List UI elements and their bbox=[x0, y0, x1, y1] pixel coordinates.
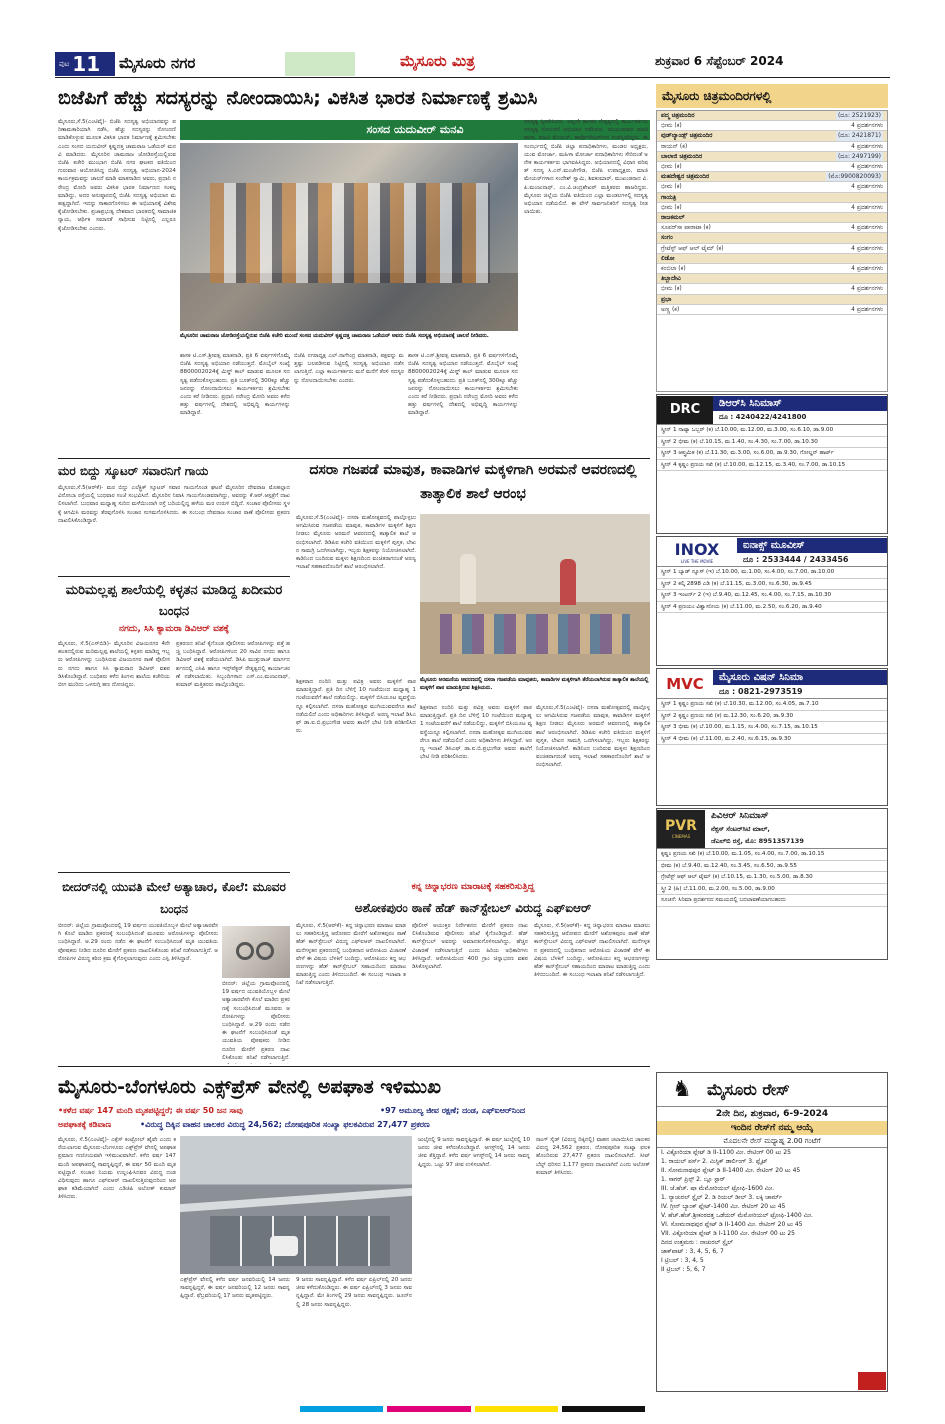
expressway-bullet-2: •97 ಅಮೂಲ್ಯ ಜೀವ ರಕ್ಷಣೆ; ದಂಡ, ಎಫ್‌ಐಆರ್‌ನಿಂದ bbox=[380, 1106, 525, 1115]
inox-logo: INOX bbox=[674, 539, 720, 559]
lead-caption: ಮೈಸೂರಿನ ಚಾಮರಾಜ ಜೋಡಿರಸ್ತೆಯಲ್ಲಿರುವ ಬಿಜೆಪಿ ಕಚೇರಿ ಮುಂದೆ ಸಂಸದ ಯದುವೀರ್ ಕೃಷ್ಣದತ್ತ ಚಾಮರಾಜ ಒಡೆಯರ್ ಅವರು ಬಿಜೆಪಿ ಸದಸ್ಯತ್ವ ಅಭಿಯಾನಕ್ಕೆ ಚಾಲನೆ ನೀಡಿದರು. bbox=[180, 333, 489, 339]
expressway-text: ಮೈಸೂರು, ಸೆ.5(ಎಂಟಿವೈ)- ಎಕ್ಸೆಸ್ ಕಂಟ್ರೋಲ್ ಹೈವೇ ಎಂದು ಕರೆಯಲಾಗುವ ಮೈಸೂರು-ಬೆಂಗಳೂರು ಎಕ್ಸ್‌ಪ್ರೆಸ್ ವೇನಲ್ಲಿ ಅಪಘಾತ ಪ್ರಮಾಣ ಗಣನೀಯವಾಗಿ ಇಳಿಮುಖವಾಗಿದೆ. ಕಳೆದ ವರ್ಷ 147 ಮಂದಿ ಅಪಘಾತದಲ್ಲಿ ಸಾವನ್ನಪ್ಪಿದ್ದರೆ, ಈ ವರ್ಷ 50 ಮಂದಿ ಮೃತಪಟ್ಟಿದ್ದಾರೆ. ಸಂಚಾರ ನಿಯಮ ಉಲ್ಲಂಘಿಸಿದವರ ವಿರುದ್ಧ ದಂಡ ವಿಧಿಸುವುದು ಹಾಗೂ ಎಫ್‌ಐಆರ್ ದಾಖಲಿಸುತ್ತಿರುವುದರಿಂದ ಅಪಘಾತ ಕಡಿಮೆಯಾಗಿದೆ ಎಂದು ಎಡಿಜಿಪಿ ಅಲೋಕ್ ಕುಮಾರ್ ತಿಳಿಸಿದರು. bbox=[58, 1137, 176, 1201]
registration-bar bbox=[300, 1406, 645, 1412]
school-text-3: ಶಿಕ್ಷಕರಾದ ನಂದಿನಿ ಮತ್ತು ಪವಿತ್ರ ಅವರು ಮಕ್ಕಳಿಗೆ ಪಾಠ ಮಾಡುತ್ತಿದ್ದಾರೆ. ಪ್ರತಿ ದಿನ ಬೆಳಿಗ್ಗೆ 10 ಗಂಟೆಯಿಂದ ಮಧ್ಯಾಹ್ನ 1 ಗಂಟೆಯವರೆಗೆ ಶಾಲೆ ನಡೆಯಲಿದ್ದು, ಮಕ್ಕಳಿಗೆ ಬಿಸಿಯೂಟ ವ್ಯವಸ್ಥೆಯನ್ನೂ ಕಲ್ಪಿಸಲಾಗಿದೆ. ದಸರಾ ಮಹೋತ್ಸವ ಮುಗಿಯುವವರೆಗೂ ಶಾಲೆ ನಡೆಯಲಿದೆ ಎಂದು ಅಧಿಕಾರಿಗಳು ತಿಳಿಸಿದ್ದಾರೆ. ಅರಣ್ಯ ಇಲಾಖೆ ಡಿಸಿಎಫ್ ಡಾ.ಐ.ಬಿ.ಪ್ರಭುಗೌಡ ಅವರು ಶಾಲೆಗೆ ಭೇಟಿ ನೀಡಿ ಪರಿಶೀಲಿಸಿದರು. bbox=[420, 705, 532, 761]
school-text-2: ಶಿಕ್ಷಕರಾದ ನಂದಿನಿ ಮತ್ತು ಪವಿತ್ರ ಅವರು ಮಕ್ಕಳಿಗೆ ಪಾಠ ಮಾಡುತ್ತಿದ್ದಾರೆ. ಪ್ರತಿ ದಿನ ಬೆಳಿಗ್ಗೆ 10 ಗಂಟೆಯಿಂದ ಮಧ್ಯಾಹ್ನ 1 ಗಂಟೆಯವರೆಗೆ ಶಾಲೆ ನಡೆಯಲಿದ್ದು, ಮಕ್ಕಳಿಗೆ ಬಿಸಿಯೂಟ ವ್ಯವಸ್ಥೆಯನ್ನೂ ಕಲ್ಪಿಸಲಾಗಿದೆ. ದಸರಾ ಮಹೋತ್ಸವ ಮುಗಿಯುವವರೆಗೂ ಶಾಲೆ ನಡೆಯಲಿದೆ ಎಂದು ಅಧಿಕಾರಿಗಳು ತಿಳಿಸಿದ್ದಾರೆ. ಅರಣ್ಯ ಇಲಾಖೆ ಡಿಸಿಎಫ್ ಡಾ.ಐ.ಬಿ.ಪ್ರಭುಗೌಡ ಅವರು ಶಾಲೆಗೆ ಭೇಟಿ ನೀಡಿ ಪರಿಶೀಲಿಸಿದರು. bbox=[296, 679, 416, 735]
expressway-text-5: ರಾಂಗ್ ಸೈಡ್ (ವಿರುದ್ಧ ದಿಕ್ಕಿನಲ್ಲಿ) ವಾಹನ ಚಲಾಯಿಸಿದ ಚಾಲಕರ ವಿರುದ್ಧ 24,562 ಪ್ರಕರಣ, ದೋಷಪೂರಿತ ಸಂಖ್ಯಾ ಫಲಕ ಹೊಂದಿರುವ 27,477 ಪ್ರಕರಣ ದಾಖಲಿಸಲಾಗಿದೆ. ಸೀಟ್ ಬೆಲ್ಟ್ ಧರಿಸದ 1,177 ಪ್ರಕರಣ ದಾಖಲಾಗಿದೆ ಎಂದು ಅಲೋಕ್ ಕುಮಾರ್ ತಿಳಿಸಿದರು. bbox=[536, 1137, 650, 1176]
mvc-screen-row: ಸ್ಕ್ರೀನ್ 4 ಭೀಮ (ಕ) ಬೆ.11.00, ಮ.2.40, ಸಂ.6.15, ಡಾ.9.30 bbox=[657, 734, 887, 746]
horse-icon: ♞ bbox=[672, 1077, 692, 1102]
mvc-screen-row: ಸ್ಕ್ರೀನ್ 3 ಭೀಮ (ಕ) ಬೆ.10.00, ಮ.1.15, ಸಂ.4.00, ಸಂ.7.15, ಡಾ.10.15 bbox=[657, 722, 887, 734]
cinema-show bbox=[657, 203, 887, 213]
masthead-rule bbox=[55, 77, 890, 78]
cinema-show-count: 4 ಪ್ರದರ್ಶನಗಳು bbox=[851, 183, 883, 191]
pvr-box bbox=[656, 808, 888, 960]
inox-phone: ದೂ : 2533444 / 2433456 bbox=[743, 554, 849, 564]
cinema-hall-name: ರಾಜಕಮಲ್ bbox=[661, 214, 685, 222]
race-entry: II. ಸೋಮನಾಥಪುರ ಪ್ಲೇಟ್ ಡಿ II-1400 ಮೀ. ರೇಟಿಂಗ್ 20 ಟು 45 bbox=[661, 1167, 801, 1174]
cinema-list bbox=[656, 110, 888, 392]
cinema-movie: ಭೀಮ (ಕ) bbox=[661, 285, 682, 293]
lead-mid-column-1: ಶಾಸಕ ಟಿ.ಎಸ್.ಶ್ರೀವತ್ಸ ಮಾತನಾಡಿ, ಪ್ರತಿ 6 ವರ್ಷಗಳಿಗೊಮ್ಮೆ ಬಿಜೆಪಿ ಸದಸ್ಯತ್ವ ಅಭಿಯಾನ ನಡೆಯುತ್ತದೆ. ಮೊಬೈಲ್ ಸಂಖ್ಯೆ 8800002024ಕ್ಕೆ ಮಿಸ್ಡ್ ಕಾಲ್ ಮಾಡುವ ಮೂಲಕ ಸದಸ್ಯತ್ವ ಪಡೆದುಕೊಳ್ಳಬಹುದು. ಪ್ರತಿ ಬೂತ್‌ನಲ್ಲಿ 300ಕ್ಕೂ ಹೆಚ್ಚು ಜನರನ್ನು ನೋಂದಾಯಿಸಲು ಕಾರ್ಯಕರ್ತರು ಶ್ರಮಿಸಬೇಕು ಎಂದು ಕರೆ ನೀಡಿದರು. ಪ್ರಧಾನಿ ನರೇಂದ್ರ ಮೋದಿ ಅವರು ಕಳೆದ ಹತ್ತು ವರ್ಷಗಳಲ್ಲಿ ದೇಶದಲ್ಲಿ ಅಭಿವೃದ್ಧಿ ಕಾರ್ಯಗಳನ್ನು ಮಾಡಿದ್ದಾರೆ. bbox=[180, 353, 290, 417]
cinema-hall bbox=[657, 193, 887, 203]
school-text-4: ಮೈಸೂರು,ಸೆ.5(ಎಂಟಿವೈ)- ದಸರಾ ಮಹೋತ್ಸವದಲ್ಲಿ ಪಾಲ್ಗೊಳ್ಳಲು ಆಗಮಿಸಿರುವ ಗಜಪಡೆಯ ಮಾವುತ, ಕಾವಾಡಿಗಳ ಮಕ್ಕಳಿಗೆ ಶಿಕ್ಷಣ ನೀಡಲು ಮೈಸೂರು ಅರಮನೆ ಆವರಣದಲ್ಲಿ ತಾತ್ಕಾಲಿಕ ಶಾಲೆ ಆರಂಭಿಸಲಾಗಿದೆ. ಡಿಡಿಪಿಐ ಕಚೇರಿ ವತಿಯಿಂದ ಮಕ್ಕಳಿಗೆ ಪುಸ್ತಕ, ಲೇಖನ ಸಾಮಗ್ರಿ ಒದಗಿಸಲಾಗಿದ್ದು, ಇಬ್ಬರು ಶಿಕ್ಷಕರನ್ನು ನಿಯೋಜಿಸಲಾಗಿದೆ. ಕಾಡಿನಿಂದ ಬಂದಿರುವ ಮಕ್ಕಳು ಶಿಕ್ಷಣದಿಂದ ವಂಚಿತರಾಗದಂತೆ ಅರಣ್ಯ ಇಲಾಖೆ ಸಹಕಾರದೊಂದಿಗೆ ಶಾಲೆ ಆರಂಭಿಸಲಾಗಿದೆ. bbox=[536, 705, 650, 769]
cinema-movie: ಕಂಬಿಲಾ (ಕ) bbox=[661, 265, 686, 273]
bidar-text-2: ಬೀದರ್: ಜಿಲ್ಲೆಯ ಗ್ರಾಮವೊಂದರಲ್ಲಿ 19 ವರ್ಷದ ಯುವತಿಯೊಬ್ಬಳ ಮೇಲೆ ಅತ್ಯಾಚಾರವೆಸಗಿ ಕೊಲೆ ಮಾಡಿದ ಪ್ರಕರಣಕ್ಕೆ ಸಂಬಂಧಿಸಿದಂತೆ ಮೂವರು ಆರೋಪಿಗಳನ್ನು ಪೊಲೀಸರು ಬಂಧಿಸಿದ್ದಾರೆ. ಆ.29 ರಂದು ನಡೆದ ಈ ಘಟನೆಗೆ ಸಂಬಂಧಿಸಿದಂತೆ ಮೃತ ಯುವತಿಯ ಪೋಷಕರು ನೀಡಿದ ದೂರಿನ ಮೇರೆಗೆ ಪ್ರಕರಣ ದಾಖಲಿಸಿಕೊಂಡು ತನಿಖೆ ನಡೆಸಲಾಗುತ್ತಿದೆ. bbox=[222, 981, 290, 1061]
section-band bbox=[285, 52, 355, 76]
cinema-hall-phone: (ಮೊ:9900820093) bbox=[828, 173, 881, 181]
pvr-phone: ಜೆಎಲ್‌ಬಿ ರಸ್ತೆ, ಮೊ: 8951357139 bbox=[711, 837, 804, 845]
race-header bbox=[657, 1073, 887, 1107]
cinema-show bbox=[657, 142, 887, 152]
lead-right-column: ಸದಸ್ಯತ್ವ ಸ್ವೀಕರಿಸಿದರು. ಅಲ್ಲದೇ ಶಾಸಕರ ನೇತೃತ್ವದಲ್ಲಿ ಕಾರ್ಯಕರ್ತರು ಸದಸ್ಯತ್ವ ನೋಂದಣಿ ಅಭಿಯಾನ ನಡೆಸಿದರು. ಮುಖಂಡರಾದ ಮಾಜಿ ಶಾಸಕ, ಮಾಜಿ ಮೇಯರ್, ಕಾರ್ಪೊರೇಟರ್‌ಗಳು ಉಪಸ್ಥಿತರಿದ್ದರು. ಈ ಸಂದರ್ಭದಲ್ಲಿ ಬಿಜೆಪಿ ಜಿಲ್ಲಾ ಪದಾಧಿಕಾರಿಗಳು, ಮಂಡಲ ಅಧ್ಯಕ್ಷರು, ಯುವ ಮೋರ್ಚಾ, ಮಹಿಳಾ ಮೋರ್ಚಾ ಪದಾಧಿಕಾರಿಗಳು ಸೇರಿದಂತೆ ಅನೇಕ ಕಾರ್ಯಕರ್ತರು ಭಾಗವಹಿಸಿದ್ದರು. ಅಭಿಯಾನದಲ್ಲಿ ವಿಧಾನ ಪರಿಷತ್ ಸದಸ್ಯ ಸಿ.ಎನ್.ಮಂಜೇಗೌಡ, ಬಿಜೆಪಿ ಉಪಾಧ್ಯಕ್ಷರು, ಮಾಜಿ ಮೇಯರ್‌ಗಳಾದ ಸಂದೇಶ್ ಸ್ವಾಮಿ, ಶಿವಕುಮಾರ್, ಮುಖಂಡರಾದ ವಿ.ಪಿ.ಮಂಜುನಾಥ್, ಎಂ.ವಿ.ಚಂದ್ರಶೇಖರ್ ಮತ್ತಿತರರು ಹಾಜರಿದ್ದರು. ಮೈಸೂರು ಜಿಲ್ಲೆಯ ಬಿಜೆಪಿ ವತಿಯಿಂದ ಎಲ್ಲಾ ಮಂಡಲಗಳಲ್ಲಿ ಸದಸ್ಯತ್ವ ಅಭಿಯಾನ ನಡೆಯಲಿದೆ. ಈ ವೇಳೆ ಸಾರ್ವಜನಿಕರಿಗೆ ಸದಸ್ಯತ್ವ ನೀಡಲಾಯಿತು. bbox=[524, 119, 648, 216]
race-box bbox=[656, 1072, 888, 1392]
mvc-name: ಮೈಸೂರು ವಿಷನ್ ಸಿನಿಮಾ bbox=[713, 670, 887, 685]
expressway-bullet-1: •ಕಳೆದ ವರ್ಷ 147 ಮಂದಿ ಮೃತಪಟ್ಟಿದ್ದರೆ; ಈ ವರ್ಷ 50 ಜನ ಸಾವು bbox=[58, 1106, 243, 1115]
mvc-phone: ದೂ : 0821-2973519 bbox=[719, 686, 803, 696]
pvr-name: ಪಿವಿಆರ್ ಸಿನಿಮಾಸ್ bbox=[711, 811, 769, 821]
pvr-logo: PVR bbox=[665, 818, 697, 834]
race-entry: VII. ವಿಕ್ಟೋರಿಯಾ ಪ್ಲೇಟ್ ಡಿ I-1100 ಮೀ. ರೇಟಿಂಗ್ 00 ಟು 25 bbox=[661, 1230, 795, 1237]
cinema-hall-name: ತಿಬ್ಬಾದೇವಿ bbox=[661, 275, 681, 283]
cinema-show-count: 4 ಪ್ರದರ್ಶನಗಳು bbox=[851, 224, 883, 232]
pvr-screen-row: ಸ್ತ್ರೀ 2 (ಹಿ) ಬೆ.11.00, ಮ.2.00, ಸಂ.5.00, ಡಾ.9.00 bbox=[657, 884, 887, 896]
cinema-show-count: 4 ಪ್ರದರ್ಶನಗಳು bbox=[851, 305, 883, 313]
fir-text-2: ಪೊಲೀಸ್ ಆಯುಕ್ತರ ನಿರ್ದೇಶನದ ಮೇರೆಗೆ ಪ್ರಕರಣ ದಾಖಲಿಸಿಕೊಂಡಿರುವ ಪೊಲೀಸರು ತನಿಖೆ ಕೈಗೊಂಡಿದ್ದಾರೆ. ಹೆಡ್ ಕಾನ್‌ಸ್ಟೇಬಲ್ ಅವರನ್ನು ಅಮಾನತುಗೊಳಿಸಲಾಗಿದ್ದು, ಹೆಚ್ಚಿನ ವಿಚಾರಣೆ ನಡೆಸಲಾಗುತ್ತಿದೆ ಎಂದು ಹಿರಿಯ ಅಧಿಕಾರಿಗಳು ತಿಳಿಸಿದ್ದಾರೆ. ಆರೋಪಿಯಿಂದ 400 ಗ್ರಾಂ ಚಿನ್ನಾಭರಣ ವಶಪಡಿಸಿಕೊಳ್ಳಲಾಗಿದೆ. bbox=[412, 923, 528, 971]
race-entry: ದಿನದ ಉತ್ತಮರು : ನಾಚುರಲ್ ಸ್ಟೈಲ್ bbox=[661, 1239, 733, 1246]
drc-logo: DRC bbox=[657, 396, 713, 424]
lead-photo bbox=[180, 143, 518, 331]
fir-text: ಮೈಸೂರು, ಸೆ.5(ಆರ್‌ಕೆ)- ಕದ್ದ ಚಿನ್ನಾಭರಣ ಮಾರಾಟ ಮಾಡಲು ಸಹಕರಿಸುತ್ತಿದ್ದ ಆರೋಪದ ಮೇರೆಗೆ ಅಶೋಕಪುರಂ ಠಾಣೆ ಹೆಡ್ ಕಾನ್‌ಸ್ಟೇಬಲ್ ವಿರುದ್ಧ ಎಫ್‌ಐಆರ್ ದಾಖಲಿಸಲಾಗಿದೆ. ಮನೆಗಳ್ಳತನ ಪ್ರಕರಣದಲ್ಲಿ ಬಂಧಿತನಾದ ಆರೋಪಿಯ ವಿಚಾರಣೆ ವೇಳೆ ಈ ವಿಷಯ ಬೆಳಕಿಗೆ ಬಂದಿದ್ದು, ಆರೋಪಿಯು ಕದ್ದ ಆಭರಣಗಳನ್ನು ಹೆಡ್ ಕಾನ್‌ಸ್ಟೇಬಲ್ ಸಹಾಯದಿಂದ ಮಾರಾಟ ಮಾಡುತ್ತಿದ್ದ ಎಂದು ತಿಳಿದುಬಂದಿದೆ. ಈ ಸಂಬಂಧ ಇಲಾಖಾ ತನಿಖೆ ನಡೆಸಲಾಗುತ್ತಿದೆ. bbox=[296, 923, 406, 987]
scooter-headline: ಮರ ಬಿದ್ದು ಸ್ಕೂಟರ್ ಸವಾರನಿಗೆ ಗಾಯ bbox=[58, 464, 209, 478]
pvr-screen-row: ಭೀಮ (ಕ) ಬೆ.9.40, ಮ.12.40, ಸಂ.3.45, ಸಂ.6.50, ಡಾ.9.55 bbox=[657, 861, 887, 873]
race-entry: 1. ಸಾಗರ್ ಪ್ರಿನ್ಸ್ 2. ಬ್ಲೂ ಸ್ಟಾರ್ bbox=[661, 1176, 726, 1183]
cinema-hall-name: ಪದ್ಮ ಚಿತ್ರಮಂದಿರ bbox=[661, 112, 695, 119]
cinema-show bbox=[657, 264, 887, 274]
race-entry: 1. ರಾಯಲ್ ಪರ್ಸ್ 2. ಮಿಸ್ಟಿಕ್ ಡಾರ್ಲಿಂಗ್ 3. ಫ್ಲೈಟ್ bbox=[661, 1158, 768, 1165]
race-entry: II ಟ್ರಿಬಲ್ : 5, 6, 7 bbox=[661, 1266, 706, 1273]
race-first: ಮೊದಲನೇ ರೇಸ್ ಮಧ್ಯಾಹ್ನ 2.00 ಗಂಟೆಗೆ bbox=[657, 1135, 887, 1148]
masthead-date: ಶುಕ್ರವಾರ 6 ಸೆಪ್ಟೆಂಬರ್ 2024 bbox=[655, 54, 784, 68]
drc-screen-row: ಸ್ಕ್ರೀನ್ 4 ಕೃಷ್ಣಂ ಪ್ರಣಯ ಸಖಿ (ಕ) ಬೆ.10.00, ಮ.12.15, ಮ.3.40, ಸಂ.7.00, ಡಾ.10.15 bbox=[657, 460, 887, 472]
drc-name: ಡಿಆರ್‌ಸಿ ಸಿನಿಮಾಸ್ bbox=[713, 396, 887, 411]
expressway-text-4: ಜುಲೈನಲ್ಲಿ 9 ಜನರು ಸಾವನ್ನಪ್ಪಿದ್ದಾರೆ. ಈ ವರ್ಷ ಜುಲೈನಲ್ಲಿ 10 ಜನರು ಜೀವ ಕಳೆದುಕೊಂಡಿದ್ದಾರೆ. ಆಗಸ್ಟ್‌ನಲ್ಲಿ 14 ಜನರು ಜೀವ ತೆತ್ತಿದ್ದಾರೆ. ಕಳೆದ ವರ್ಷ ಆಗಸ್ಟ್‌ನಲ್ಲಿ 14 ಜನರು ಸಾವನ್ನಪ್ಪಿದ್ದರು. ಒಟ್ಟು 97 ಜೀವ ಉಳಿಸಲಾಗಿದೆ. bbox=[418, 1137, 530, 1168]
lead-mid-column-3: ಶಾಸಕ ಟಿ.ಎಸ್.ಶ್ರೀವತ್ಸ ಮಾತನಾಡಿ, ಪ್ರತಿ 6 ವರ್ಷಗಳಿಗೊಮ್ಮೆ ಬಿಜೆಪಿ ಸದಸ್ಯತ್ವ ಅಭಿಯಾನ ನಡೆಯುತ್ತದೆ. ಮೊಬೈಲ್ ಸಂಖ್ಯೆ 8800002024ಕ್ಕೆ ಮಿಸ್ಡ್ ಕಾಲ್ ಮಾಡುವ ಮೂಲಕ ಸದಸ್ಯತ್ವ ಪಡೆದುಕೊಳ್ಳಬಹುದು. ಪ್ರತಿ ಬೂತ್‌ನಲ್ಲಿ 300ಕ್ಕೂ ಹೆಚ್ಚು ಜನರನ್ನು ನೋಂದಾಯಿಸಲು ಕಾರ್ಯಕರ್ತರು ಶ್ರಮಿಸಬೇಕು ಎಂದು ಕರೆ ನೀಡಿದರು. ಪ್ರಧಾನಿ ನರೇಂದ್ರ ಮೋದಿ ಅವರು ಕಳೆದ ಹತ್ತು ವರ್ಷಗಳಲ್ಲಿ ದೇಶದಲ್ಲಿ ಅಭಿವೃದ್ಧಿ ಕಾರ್ಯಗಳನ್ನು ಮಾಡಿದ್ದಾರೆ. bbox=[408, 353, 518, 417]
pvr-screen-row: ಕೃಷ್ಣಂ ಪ್ರಣಯ ಸಖಿ (ಕ) ಬೆ.10.00, ಮ.1.05, ಸಂ.4.00, ಸಂ.7.00, ಡಾ.10.15 bbox=[657, 849, 887, 861]
cinema-movie: ಭೀಮ (ಕ) bbox=[661, 163, 682, 171]
drc-screen-row: ಸ್ಕ್ರೀನ್ 1 ನಾಟ್ಯಾ ಒಬ್ಬರ್ (ಕ) ಬೆ.10.00, ಮ.12.00, ಮ.3.00, ಸಂ.6.10, ಡಾ.9.00 bbox=[657, 425, 887, 437]
cinema-hall-name: ವುಡ್‌ಲ್ಯಾಂಡ್ಸ್ ಚಿತ್ರಮಂದಿರ bbox=[661, 132, 713, 140]
cinema-hall-name: ಪ್ರಭಾ bbox=[661, 295, 672, 303]
cinema-show-count: 4 ಪ್ರದರ್ಶನಗಳು bbox=[851, 163, 883, 171]
cinema-show-count: 4 ಪ್ರದರ್ಶನಗಳು bbox=[851, 203, 883, 211]
theft-rule bbox=[58, 872, 290, 873]
cinema-show bbox=[657, 244, 887, 254]
cinema-hall-phone: (ದೂ: 2497199) bbox=[837, 152, 881, 160]
pvr-logo-block bbox=[657, 810, 705, 848]
drc-screen-row: ಸ್ಕ್ರೀನ್ 3 ಆಪ್ತ್ರಮಿತ (ಕ) ಬೆ.11.30, ಮ.3.00, ಸಂ.6.00, ಡಾ.9.30, ಗೋಲ್ಡನ್ ಹಾರ್ಟ್ bbox=[657, 448, 887, 460]
inox-screen-row: ಸ್ಕ್ರೀನ್ 1 ಬ್ಯಾಡ್ ನ್ಯೂಸ್ (ಇ) ಬೆ.10.00, ಮ.1.00, ಸಂ.4.00, ಸಂ.7.00, ಡಾ.10.00 bbox=[657, 567, 887, 579]
drc-screen-row: ಸ್ಕ್ರೀನ್ 2 ಭೀಮ (ಕ) ಬೆ.10.15, ಮ.1.40, ಸಂ.4.30, ಸಂ.7.00, ಡಾ.10.30 bbox=[657, 437, 887, 449]
pvr-screen-row: ಗ್ರೇಟೆಸ್ಟ್ ಆಫ್ ಆಲ್ ಟೈಮ್ (ಕ) ಬೆ.10.15, ಮ.1.30, ಸಂ.5.00, ಡಾ.8.30 bbox=[657, 872, 887, 884]
inox-tag: LIVE THE MOVIE bbox=[680, 558, 714, 564]
mvc-screen-row: ಸ್ಕ್ರೀನ್ 1 ಕೃಷ್ಣಂ ಪ್ರಣಯ ಸಖಿ (ಕ) ಬೆ.10.30, ಮ.12.00, ಸಂ.4.05, ಡಾ.7.10 bbox=[657, 699, 887, 711]
cinema-movie: ಗ್ರೇಟೆಸ್ಟ್ ಆಫ್ ಆಲ್ ಟೈಮ್ (ಕ) bbox=[661, 244, 724, 252]
inox-name: ಐನಾಕ್ಸ್ ಮೂವೀಸ್ bbox=[737, 538, 887, 553]
expressway-text-3: 9 ಜನರು ಸಾವನ್ನಪ್ಪಿದ್ದಾರೆ. ಕಳೆದ ವರ್ಷ ಏಪ್ರಿಲ್‌ನಲ್ಲಿ 20 ಜನರು ಜೀವ ಕಳೆದುಕೊಂಡಿದ್ದರು. ಈ ವರ್ಷ ಏಪ್ರಿಲ್‌ನಲ್ಲಿ 3 ಜನರು ಸಾವನ್ನಪ್ಪಿದ್ದಾರೆ. ಮೇ ತಿಂಗಳಲ್ಲಿ 29 ಜನರು ಸಾವನ್ನಪ್ಪಿದ್ದರು. ಜೂನ್‌ನಲ್ಲಿ 28 ಜನರು ಸಾವನ್ನಪ್ಪಿದ್ದರು. bbox=[296, 1277, 412, 1308]
cinema-show bbox=[657, 284, 887, 294]
race-day: 2ನೇ ದಿನ, ಶುಕ್ರವಾರ, 6-9-2024 bbox=[715, 1109, 829, 1119]
paper-name: ಮೈಸೂರು ಮಿತ್ರ bbox=[400, 52, 475, 70]
theft-headline: ಮರಿಮಲ್ಲಪ್ಪ ಶಾಲೆಯಲ್ಲಿ ಕಳ್ಳತನ ಮಾಡಿದ್ದ ಖದೀಮರ ಬಂಧನ bbox=[65, 583, 283, 619]
expressway-bullet-3: ಅಪಘಾತಕ್ಕೆ ಕಡಿವಾಣ bbox=[58, 1120, 112, 1129]
cinema-title-band bbox=[656, 84, 888, 108]
race-entry: I. ವಿಕ್ಟೋರಿಯಾ ಪ್ಲೇಟ್ ಡಿ II-1100 ಮೀ. ರೇಟಿಂಗ್ 00 ಟು 25 bbox=[661, 1149, 791, 1156]
cinema-hall-phone: (ದೂ: 2421871) bbox=[837, 132, 881, 140]
bidar-headline: ಬೀದರ್‌ನಲ್ಲಿ ಯುವತಿ ಮೇಲೆ ಅತ್ಯಾಚಾರ, ಕೊಲೆ: ಮೂವರ ಬಂಧನ bbox=[62, 880, 286, 916]
lead-kicker: ಸಂಸದ ಯದುವೀರ್ ಮನವಿ bbox=[366, 123, 464, 136]
school-headline: ದಸರಾ ಗಜಪಡೆ ಮಾವುತ, ಕಾವಾಡಿಗಳ ಮಕ್ಕಳಿಗಾಗಿ ಅರಮನೆ ಆವರಣದಲ್ಲಿ ತಾತ್ಕಾಲಿಕ ಶಾಲೆ ಆರಂಭ bbox=[309, 462, 637, 502]
bidar-text: ಬೀದರ್: ಜಿಲ್ಲೆಯ ಗ್ರಾಮವೊಂದರಲ್ಲಿ 19 ವರ್ಷದ ಯುವತಿಯೊಬ್ಬಳ ಮೇಲೆ ಅತ್ಯಾಚಾರವೆಸಗಿ ಕೊಲೆ ಮಾಡಿದ ಪ್ರಕರಣಕ್ಕೆ ಸಂಬಂಧಿಸಿದಂತೆ ಮೂವರು ಆರೋಪಿಗಳನ್ನು ಪೊಲೀಸರು ಬಂಧಿಸಿದ್ದಾರೆ. ಆ.29 ರಂದು ನಡೆದ ಈ ಘಟನೆಗೆ ಸಂಬಂಧಿಸಿದಂತೆ ಮೃತ ಯುವತಿಯ ಪೋಷಕರು ನೀಡಿದ ದೂರಿನ ಮೇರೆಗೆ ಪ್ರಕರಣ ದಾಖಲಿಸಿಕೊಂಡು ತನಿಖೆ ನಡೆಸಲಾಗುತ್ತಿದೆ. ಆರೋಪಿಗಳ ವಿರುದ್ಧ ಕಠಿಣ ಕ್ರಮ ಕೈಗೊಳ್ಳಲಾಗುವುದು ಎಂದು ಎಸ್ಪಿ ತಿಳಿಸಿದ್ದಾರೆ. bbox=[58, 923, 218, 962]
lead-mid-column-2: ಬಿಜೆಪಿ ನಗರಾಧ್ಯಕ್ಷ ಎಲ್.ನಾಗೇಂದ್ರ ಮಾತನಾಡಿ, ಪಕ್ಷವನ್ನು ಮತ್ತಷ್ಟು ಬಲಪಡಿಸುವ ನಿಟ್ಟಿನಲ್ಲಿ ಸದಸ್ಯತ್ವ ಅಭಿಯಾನ ನಡೆಸಲಾಗುತ್ತಿದೆ. ಎಲ್ಲಾ ಕಾರ್ಯಕರ್ತರು ಮನೆ ಮನೆಗೆ ತೆರಳಿ ಸದಸ್ಯರನ್ನು ನೋಂದಾಯಿಸಬೇಕು ಎಂದರು. bbox=[294, 353, 404, 384]
cinema-hall bbox=[657, 254, 887, 264]
race-pick: ಇಂದಿನ ರೇಸ್‌ಗೆ ನಮ್ಮ ಆಯ್ಕೆ bbox=[657, 1121, 887, 1135]
inox-logo-block bbox=[657, 538, 737, 566]
fir-kicker: ಕನ್ನ ಚಿನ್ನಾಭರಣ ಮಾರಾಟಕ್ಕೆ ಸಹಕರಿಸುತ್ತಿದ್ದ bbox=[411, 882, 535, 892]
inox-screen-row: ಸ್ಕ್ರೀನ್ 4 ಪ್ರಣಯಂ ವಿಶ್ವಾಸನೀಯ (ಕ) ಬೆ.11.00, ಮ.2.50, ಸಂ.6.20, ಡಾ.9.40 bbox=[657, 602, 887, 614]
page-word: ಪುಟ bbox=[59, 59, 70, 68]
theft-text: ಮೈಸೂರು, ಸೆ.5(ಎಸ್‌ಬಿಡಿ)- ಮೈಸೂರಿನ ವಿಜಯನಗರ 4ನೇ ಹಂತದಲ್ಲಿರುವ ಮರಿಮಲ್ಲಪ್ಪ ಶಾಲೆಯಲ್ಲಿ ಕಳ್ಳತನ ಮಾಡಿದ್ದ ಇಬ್ಬರು ಆರೋಪಿಗಳನ್ನು ಬಂಧಿಸಿರುವ ವಿಜಯನಗರ ಠಾಣೆ ಪೊಲೀಸರು ನಗದು ಹಾಗೂ ಸಿಸಿ ಕ್ಯಾಮರಾದ ಡಿವಿಆರ್ ವಶಪಡಿಸಿಕೊಂಡಿದ್ದಾರೆ. ಬಂಧಿತರು ಕಳೆದ ತಿಂಗಳು ಶಾಲೆಯ ಕಚೇರಿಯ ಬೀಗ ಮುರಿದು ಒಳನುಗ್ಗಿ ಹಣ ದೋಚಿದ್ದರು. bbox=[58, 641, 170, 689]
cinema-movie: ಭೀಮ (ಕ) bbox=[661, 203, 682, 211]
cinema-show bbox=[657, 121, 887, 131]
cinema-hall-name: ಲಿಡೋ bbox=[661, 254, 675, 262]
race-corner-badge bbox=[858, 1372, 886, 1390]
cinema-hall bbox=[657, 295, 887, 305]
cinema-hall bbox=[657, 152, 887, 162]
mvc-screen-row: ಸ್ಕ್ರೀನ್ 2 ಕೃಷ್ಣಂ ಪ್ರಣಯ ಸಖಿ (ಕ) ಮ.12.30, ಸಂ.6.20, ಡಾ.9.30 bbox=[657, 711, 887, 723]
cinema-movie: ಭೀಮ (ಕ) bbox=[661, 183, 682, 191]
expressway-headline: ಮೈಸೂರು-ಬೆಂಗಳೂರು ಎಕ್ಸ್‌ಪ್ರೆಸ್ ವೇನಲ್ಲಿ ಅಪಘಾತ ಇಳಿಮುಖ bbox=[58, 1076, 441, 1098]
cinema-show-count: 4 ಪ್ರದರ್ಶನಗಳು bbox=[851, 142, 883, 150]
school-photo bbox=[420, 514, 650, 674]
cinema-show-count: 4 ಪ್ರದರ್ಶನಗಳು bbox=[851, 122, 883, 130]
inox-screen-row: ಸ್ಕ್ರೀನ್ 3 ಇಂಟರ್ನ್ 2 (ಇ) ಬೆ.9.40, ಮ.12.45, ಸಂ.4.00, ಸಂ.7.15, ಡಾ.10.30 bbox=[657, 590, 887, 602]
cinema-hall bbox=[657, 213, 887, 223]
expressway-photo bbox=[180, 1136, 412, 1274]
cinema-hall-name: ಸಂಗಂ bbox=[661, 234, 673, 242]
school-caption: ಮೈಸೂರು ಅರಮನೆಯ ಆವರಣದಲ್ಲಿ ದಸರಾ ಗಜಪಡೆಯ ಮಾವುತರು, ಕಾವಾಡಿಗಳ ಮಕ್ಕಳಿಗಾಗಿ ತೆರೆಯಲಾಗಿರುವ ತಾತ್ಕಾಲಿಕ ಶಾಲೆಯಲ್ಲಿ ಮಕ್ಕಳಿಗೆ ಪಾಠ ಮಾಡುತ್ತಿರುವ ಶಿಕ್ಷಕಿಯರು. bbox=[420, 677, 649, 691]
cinema-hall-phone: (ದೂ: 2521923) bbox=[837, 112, 881, 119]
cinema-show-count: 4 ಪ್ರದರ್ಶನಗಳು bbox=[851, 265, 883, 273]
mvc-logo: MVC bbox=[657, 670, 713, 698]
fir-rule bbox=[58, 1066, 650, 1067]
cinema-show bbox=[657, 305, 887, 315]
cinema-hall bbox=[657, 274, 887, 284]
cinema-title: ಮೈಸೂರು ಚಿತ್ರಮಂದಿರಗಳಲ್ಲಿ bbox=[662, 88, 772, 103]
cinema-hall bbox=[657, 172, 887, 182]
pvr-sub: ನೆಕ್ಸಸ್ ಸೆಂಟರ್‌ಸಿಟಿ ಮಾಲ್, bbox=[711, 825, 770, 833]
pvr-screen-row: ಸೂಚನೆ: ಸಿನಿಮಾ ಪ್ರದರ್ಶನದ ಸಮಯದಲ್ಲಿ ಬದಲಾವಣೆಯಾಗಬಹುದು bbox=[657, 895, 887, 907]
race-entry: I ಟ್ರಿಬಲ್ : 3, 4, 5 bbox=[661, 1257, 704, 1264]
fir-headline: ಅಶೋಕಪುರಂ ಠಾಣೆ ಹೆಡ್ ಕಾನ್‌ಸ್ಟೇಬಲ್ ವಿರುದ್ಧ ಎಫ್‌ಐಆರ್ bbox=[354, 901, 592, 915]
handcuff-photo bbox=[222, 926, 290, 978]
drc-phone: ದೂ : 4240422/4241800 bbox=[719, 412, 807, 421]
page-number: 11 bbox=[72, 52, 101, 76]
school-text: ಮೈಸೂರು,ಸೆ.5(ಎಂಟಿವೈ)- ದಸರಾ ಮಹೋತ್ಸವದಲ್ಲಿ ಪಾಲ್ಗೊಳ್ಳಲು ಆಗಮಿಸಿರುವ ಗಜಪಡೆಯ ಮಾವುತ, ಕಾವಾಡಿಗಳ ಮಕ್ಕಳಿಗೆ ಶಿಕ್ಷಣ ನೀಡಲು ಮೈಸೂರು ಅರಮನೆ ಆವರಣದಲ್ಲಿ ತಾತ್ಕಾಲಿಕ ಶಾಲೆ ಆರಂಭಿಸಲಾಗಿದೆ. ಡಿಡಿಪಿಐ ಕಚೇರಿ ವತಿಯಿಂದ ಮಕ್ಕಳಿಗೆ ಪುಸ್ತಕ, ಲೇಖನ ಸಾಮಗ್ರಿ ಒದಗಿಸಲಾಗಿದ್ದು, ಇಬ್ಬರು ಶಿಕ್ಷಕರನ್ನು ನಿಯೋಜಿಸಲಾಗಿದೆ. ಕಾಡಿನಿಂದ ಬಂದಿರುವ ಮಕ್ಕಳು ಶಿಕ್ಷಣದಿಂದ ವಂಚಿತರಾಗದಂತೆ ಅರಣ್ಯ ಇಲಾಖೆ ಸಹಕಾರದೊಂದಿಗೆ ಶಾಲೆ ಆರಂಭಿಸಲಾಗಿದೆ. bbox=[296, 515, 416, 571]
masthead bbox=[55, 48, 890, 78]
race-entry: VI. ಸೋಮನಾಥಪುರ ಪ್ಲೇಟ್ ಡಿ II-1400 ಮೀ. ರೇಟಿಂಗ್ 20 ಟು 45 bbox=[661, 1221, 803, 1228]
cinema-hall-name: ಬಾಲಾಜಿ ಚಿತ್ರಮಂದಿರ bbox=[661, 152, 703, 160]
race-entry: 1. ನ್ಯಾಚುರಲ್ ಸ್ಟೈಲ್ 2. ಡಿ ರಿಯಲ್ ಡೀಲ್ 3. ಲಕ್ಕಿ ಚಾರ್ಮ್ bbox=[661, 1194, 783, 1201]
cinema-movie: ಅಣ್ಣ (ಕ) bbox=[661, 305, 680, 313]
theft-sub: ನಗದು, ಸಿಸಿ ಕ್ಯಾಮರಾ ಡಿವಿಆರ್ ವಶಕ್ಕೆ bbox=[118, 624, 230, 634]
mvc-box bbox=[656, 668, 888, 806]
cinema-show bbox=[657, 223, 887, 233]
cinema-movie: ರಾಯನ್ (ಕ) bbox=[661, 142, 688, 150]
cinema-movie: ಸೂಪರ್‌ಸಾ ಪಾರಾಟಾ (ಕ) bbox=[661, 224, 711, 232]
theft-text-2: ಪ್ರಕರಣದ ತನಿಖೆ ಕೈಗೊಂಡ ಪೊಲೀಸರು ಆರೋಪಿಗಳನ್ನು ಪತ್ತೆ ಹಚ್ಚಿ ಬಂಧಿಸಿದ್ದಾರೆ. ಆರೋಪಿಗಳಿಂದ 20 ಸಾವಿರ ನಗದು ಹಾಗೂ ಡಿವಿಆರ್ ವಶಕ್ಕೆ ಪಡೆಯಲಾಗಿದೆ. ಡಿಸಿಪಿ ಮುತ್ತುರಾಜ್ ಮಾರ್ಗದರ್ಶನದಲ್ಲಿ ಎಸಿಪಿ ಹಾಗೂ ಇನ್ಸ್‌ಪೆಕ್ಟರ್ ನೇತೃತ್ವದಲ್ಲಿ ಕಾರ್ಯಾಚರಣೆ ನಡೆಸಲಾಯಿತು. ಸಿಬ್ಬಂದಿಗಳಾದ ಎಸ್.ಎಂ.ಮಂಜುನಾಥ್, ಕುಮಾರ್ ಮತ್ತಿತರರು ಪಾಲ್ಗೊಂಡಿದ್ದರು. bbox=[176, 641, 290, 689]
cinema-hall bbox=[657, 233, 887, 243]
cinema-show bbox=[657, 162, 887, 172]
cinema-hall bbox=[657, 131, 887, 141]
section-title: ಮೈಸೂರು ನಗರ bbox=[119, 54, 196, 72]
lead-headline: ಬಿಜೆಪಿಗೆ ಹೆಚ್ಚು ಸದಸ್ಯರನ್ನು ನೋಂದಾಯಿಸಿ; ವಿಕಸಿತ ಭಾರತ ನಿರ್ಮಾಣಕ್ಕೆ ಶ್ರಮಿಸಿ bbox=[58, 87, 538, 109]
lead-left-column: ಮೈಸೂರು,ಸೆ.5(ಎಂಟಿವೈ)- ಬಿಜೆಪಿ ಸದಸ್ಯತ್ವ ಅಭಿಯಾನವನ್ನು ಪರಿಣಾಮಕಾರಿಯಾಗಿ ನಡೆಸಿ, ಹೆಚ್ಚು ಸದಸ್ಯರನ್ನು ನೋಂದಣಿ ಮಾಡಿಕೊಳ್ಳುವ ಮೂಲಕ ವಿಕಸಿತ ಭಾರತ ನಿರ್ಮಾಣಕ್ಕೆ ಶ್ರಮಿಸಬೇಕು ಎಂದು ಸಂಸದ ಯದುವೀರ್ ಕೃಷ್ಣದತ್ತ ಚಾಮರಾಜ ಒಡೆಯರ್ ಮನವಿ ಮಾಡಿದರು. ಮೈಸೂರಿನ ಚಾಮರಾಜ ಜೋಡಿರಸ್ತೆಯಲ್ಲಿರುವ ಬಿಜೆಪಿ ಕಚೇರಿ ಮುಂಭಾಗ ಬಿಜೆಪಿ ನಗರ ಘಟಕದ ವತಿಯಿಂದ ಗುರುವಾರ ಆಯೋಜಿಸಿದ್ದ ಬಿಜೆಪಿ ಸದಸ್ಯತ್ವ ಅಭಿಯಾನ-2024 ಕಾರ್ಯಕ್ರಮವನ್ನು ಚಾಲನೆ ಮಾಡಿ ಮಾತನಾಡಿದ ಅವರು, ಪ್ರಧಾನಿ ನರೇಂದ್ರ ಮೋದಿ ಅವರು ವಿಕಸಿತ ಭಾರತ ನಿರ್ಮಾಣದ ಸಂಕಲ್ಪ ಮಾಡಿದ್ದು, ಅದರ ಅನುಷ್ಠಾನದಲ್ಲಿ ಬಿಜೆಪಿ ಸದಸ್ಯತ್ವ ಅಭಿಯಾನ ಮಹತ್ವದ್ದಾಗಿದೆ. ಇದನ್ನು ಸಾಕಾರಗೊಳಿಸಲು ಈ ಅಭಿಯಾನಕ್ಕೆ ವಿಶೇಷ ಕೈಜೋಡಿಸಬೇಕು. ಪ್ರಜಾಪ್ರಭುತ್ವ ದೇಶವಾದ ಭಾರತದಲ್ಲಿ ಸಾಮಾಜಿಕ ನ್ಯಾಯ, ಆರ್ಥಿಕ ಸಮಾನತೆ ಸಾಧಿಸುವ ನಿಟ್ಟಿನಲ್ಲಿ ಎಲ್ಲರೂ ಕೈಜೋಡಿಸಬೇಕು ಎಂದರು. bbox=[58, 119, 176, 232]
inox-screen-row: ಸ್ಕ್ರೀನ್ 2 ಕಲ್ಕಿ 2898 ಎಡಿ (ಕ) ಬೆ.11.15, ಮ.3.00, ಸಂ.6.30, ಡಾ.9.45 bbox=[657, 579, 887, 591]
scooter-text: ಮೈಸೂರು,ಸೆ.5(ಆರ್‌ಕೆ)- ಮರ ಬಿದ್ದು ಎಲೆಕ್ಟ್ರಿಕ್ ಸ್ಕೂಟರ್ ಸವಾರ ಗಾಯಗೊಂಡ ಘಟನೆ ಮೈಸೂರಿನ ದೇವರಾಜ ಮೊಹಲ್ಲಾದ ವಿನೋಬಾ ರಸ್ತೆಯಲ್ಲಿ ಬುಧವಾರ ಸಂಜೆ ಸಂಭವಿಸಿದೆ. ಮೈಸೂರಿನ ನಿವಾಸಿ ಗಾಯಗೊಂಡವರಾಗಿದ್ದು, ಅವರನ್ನು ಕೆ.ಆರ್.ಆಸ್ಪತ್ರೆಗೆ ದಾಖಲಿಸಲಾಗಿದೆ. ಬುಧವಾರ ಮಧ್ಯಾಹ್ನ ಸುರಿದ ಮಳೆಯಿಂದಾಗಿ ರಸ್ತೆ ಬದಿಯಲ್ಲಿದ್ದ ಹಳೆಯ ಮರ ಉರುಳಿ ಬಿದ್ದಿದೆ. ಸಂಚಾರ ಪೊಲೀಸರು ಸ್ಥಳಕ್ಕೆ ಆಗಮಿಸಿ ಮರವನ್ನು ತೆರವುಗೊಳಿಸಿ ಸಂಚಾರ ಸುಗಮಗೊಳಿಸಿದರು. ಈ ಸಂಬಂಧ ದೇವರಾಜ ಸಂಚಾರ ಠಾಣೆ ಪೊಲೀಸರು ಪ್ರಕರಣ ದಾಖಲಿಸಿಕೊಂಡಿದ್ದಾರೆ. bbox=[58, 485, 290, 524]
cinema-hall-name: ಗಾಯತ್ರಿ bbox=[661, 193, 677, 201]
cinema-movie: ಭೀಮ (ಕ) bbox=[661, 122, 682, 130]
drc-box bbox=[656, 394, 888, 534]
race-entry: III. ಜೆ.ಹೆಚ್. ಷಾ ಮೆಮೋರಿಯಲ್ ಟ್ರೋಫಿ-1600 ಮೀ. bbox=[661, 1185, 775, 1192]
cinema-show-count: 4 ಪ್ರದರ್ಶನಗಳು bbox=[851, 244, 883, 252]
expressway-bullet-4: •ವಿರುದ್ಧ ದಿಕ್ಕಿನ ವಾಹನ ಚಾಲಕರ ವಿರುದ್ಧ 24,562; ದೋಷಪೂರಿತ ಸಂಖ್ಯಾ ಫಲಕವಿರುವ 27,477 ಪ್ರಕರಣ bbox=[140, 1120, 430, 1129]
race-entry: ಜಾಕ್‌ಪಾಟ್ : 3, 4, 5, 6, 7 bbox=[661, 1248, 724, 1255]
race-title: ಮೈಸೂರು ರೇಸ್ bbox=[707, 1079, 790, 1099]
pvr-tag: CINEMAS bbox=[671, 834, 691, 839]
page-badge bbox=[55, 52, 115, 76]
cinema-show-count: 4 ಪ್ರದರ್ಶನಗಳು bbox=[851, 285, 883, 293]
expressway-text-2: ಎಕ್ಸ್‌ಪ್ರೆಸ್ ವೇನಲ್ಲಿ ಕಳೆದ ವರ್ಷ ಜನವರಿಯಲ್ಲಿ 14 ಜನರು ಸಾವನ್ನಪ್ಪಿದ್ದರೆ, ಈ ವರ್ಷ ಜನವರಿಯಲ್ಲಿ 12 ಜನರು ಸಾವನ್ನಪ್ಪಿದ್ದಾರೆ. ಫೆಬ್ರವರಿಯಲ್ಲಿ 17 ಜನರು ಮೃತಪಟ್ಟಿದ್ದರು. bbox=[180, 1277, 290, 1300]
race-entry: IV. ಗ್ರೀನ್ ಬ್ಯಾಂಕ್ ಫ್ಲೇಟ್-1400 ಮೀ. ರೇಟಿಂಗ್ 20 ಟು 45 bbox=[661, 1203, 786, 1210]
inox-box bbox=[656, 536, 888, 666]
cinema-hall-name: ಮಹದೇಶ್ವರ ಚಿತ್ರಮಂದಿರ bbox=[661, 173, 710, 181]
race-entry: V. ಹೆಚ್.ಹೆಚ್.ಶ್ರೀಕಂಠದತ್ತ ಒಡೆಯರ್ ಮೆಮೋರಿಯಲ್ ಟ್ರೋಫಿ-1400 ಮೀ. bbox=[661, 1212, 813, 1219]
scooter-rule bbox=[58, 576, 290, 577]
cinema-show bbox=[657, 182, 887, 192]
fir-text-3: ಮೈಸೂರು, ಸೆ.5(ಆರ್‌ಕೆ)- ಕದ್ದ ಚಿನ್ನಾಭರಣ ಮಾರಾಟ ಮಾಡಲು ಸಹಕರಿಸುತ್ತಿದ್ದ ಆರೋಪದ ಮೇರೆಗೆ ಅಶೋಕಪುರಂ ಠಾಣೆ ಹೆಡ್ ಕಾನ್‌ಸ್ಟೇಬಲ್ ವಿರುದ್ಧ ಎಫ್‌ಐಆರ್ ದಾಖಲಿಸಲಾಗಿದೆ. ಮನೆಗಳ್ಳತನ ಪ್ರಕರಣದಲ್ಲಿ ಬಂಧಿತನಾದ ಆರೋಪಿಯ ವಿಚಾರಣೆ ವೇಳೆ ಈ ವಿಷಯ ಬೆಳಕಿಗೆ ಬಂದಿದ್ದು, ಆರೋಪಿಯು ಕದ್ದ ಆಭರಣಗಳನ್ನು ಹೆಡ್ ಕಾನ್‌ಸ್ಟೇಬಲ್ ಸಹಾಯದಿಂದ ಮಾರಾಟ ಮಾಡುತ್ತಿದ್ದ ಎಂದು ತಿಳಿದುಬಂದಿದೆ. ಈ ಸಂಬಂಧ ಇಲಾಖಾ ತನಿಖೆ ನಡೆಸಲಾಗುತ್ತಿದೆ. bbox=[534, 923, 650, 979]
cinema-hall bbox=[657, 111, 887, 121]
